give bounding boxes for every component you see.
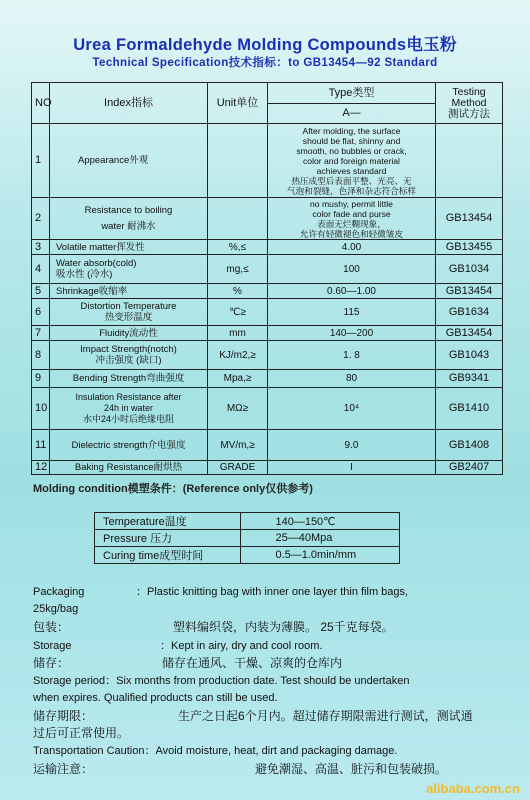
page-title: Urea Formaldehyde Molding Compounds电玉粉 <box>73 36 457 54</box>
table-row <box>32 430 503 461</box>
row-value-line: should be flat, shinny and <box>302 135 401 146</box>
row-index <box>50 430 208 461</box>
table-row <box>32 198 503 240</box>
row-index <box>50 370 208 388</box>
row-value-line: 0.60—1.00 <box>327 285 376 297</box>
row-no: 7 <box>32 326 50 341</box>
row-index <box>50 198 208 240</box>
row-value <box>268 341 436 370</box>
row-value <box>268 284 436 299</box>
row-std: GB13454 <box>436 284 503 299</box>
row-no: 8 <box>32 341 50 370</box>
page-subtitle: Technical Specification技术指标：to GB13454—92 Standard <box>92 57 438 69</box>
row-value <box>268 461 436 475</box>
header-unit: Unit单位 <box>208 83 268 124</box>
row-value <box>268 388 436 430</box>
header-method-line: Testing <box>452 85 486 98</box>
packaging-text-2: 25kg/bag <box>33 603 79 615</box>
row-value-line: 10⁴ <box>343 403 360 414</box>
row-value-line: achieves standard <box>316 165 387 176</box>
row-unit: MΩ≥ <box>208 388 268 430</box>
row-std: GB2407 <box>436 461 503 475</box>
row-index <box>50 240 208 255</box>
row-unit: % <box>208 284 268 299</box>
storage-period-cn-label: 储存期限： <box>33 709 94 723</box>
row-unit: GRADE <box>208 461 268 475</box>
row-index-line: 吸水性 (冷水) <box>56 269 113 280</box>
row-no: 12 <box>32 461 50 475</box>
header-method-line: 测试方法 <box>448 107 490 120</box>
row-index-line: Appearance外观 <box>78 155 149 166</box>
row-no: 3 <box>32 240 50 255</box>
row-value <box>268 326 436 341</box>
row-value-line: 表面无烂糊现象， <box>317 218 386 229</box>
row-value-line: 9.0 <box>344 439 359 451</box>
row-value <box>268 299 436 326</box>
row-value-line: 140—200 <box>329 327 374 339</box>
molding-row <box>95 547 400 564</box>
row-value <box>268 198 436 240</box>
row-std: GB1408 <box>436 430 503 461</box>
packaging-cn: 塑料编织袋，内装为薄膜。 25千克每袋。 <box>173 620 394 634</box>
row-value-line: 热压成型后表面平整、光亮、无 <box>291 175 412 186</box>
row-value-line: 4.00 <box>341 241 362 253</box>
storage-label: Storage <box>33 640 72 652</box>
row-unit: %,≤ <box>208 240 268 255</box>
row-index-line: Bending Strength弯曲强度 <box>72 373 185 384</box>
spec-table-container <box>31 82 502 475</box>
storage-period-cn-1: 生产之日起6个月内。超过储存期限需进行测试，测试通 <box>178 709 473 723</box>
packaging-label: Packaging <box>33 586 85 598</box>
row-index-line: 热变形温度 <box>104 312 153 323</box>
row-std: GB1034 <box>436 255 503 284</box>
molding-row <box>95 530 400 547</box>
row-index <box>50 341 208 370</box>
row-value <box>268 240 436 255</box>
row-value-line: 80 <box>345 373 358 384</box>
row-std: GB13454 <box>436 198 503 240</box>
molding-label: Temperature温度 <box>95 513 241 530</box>
row-index-line: Insulation Resistance after <box>75 392 182 402</box>
table-row <box>32 341 503 370</box>
table-row <box>32 255 503 284</box>
table-row <box>32 299 503 326</box>
row-unit: Mpa,≥ <box>208 370 268 388</box>
header-method-line: Method <box>451 96 487 109</box>
row-no: 6 <box>32 299 50 326</box>
storage-period-cn-2: 过后可正常使用。 <box>33 726 130 740</box>
row-no: 4 <box>32 255 50 284</box>
storage-cn: 储存在通风、干燥、凉爽的仓库内 <box>162 656 343 670</box>
table-row <box>32 370 503 388</box>
table-row <box>32 240 503 255</box>
table-row <box>32 284 503 299</box>
row-value-line: I <box>350 462 353 473</box>
storage-text: ：Kept in airy, dry and cool room. <box>160 640 323 652</box>
row-value-line: 100 <box>343 263 360 275</box>
row-index-line: Dielectric strength介电强度 <box>71 439 186 451</box>
row-value-line: After molding, the surface <box>302 125 401 136</box>
row-unit <box>208 198 268 240</box>
row-no: 11 <box>32 430 50 461</box>
row-value-line: color fade and purse <box>312 208 391 219</box>
row-index <box>50 461 208 475</box>
spec-table <box>31 82 503 475</box>
header-method <box>436 83 503 124</box>
molding-heading: Molding condition模塑条件：(Reference only仅供参考) <box>33 483 313 495</box>
row-std <box>436 124 503 198</box>
row-index-line: Fluidity流动性 <box>99 327 158 339</box>
row-index-line: 冲击强度 (缺口) <box>95 355 162 366</box>
row-unit: mg,≤ <box>208 255 268 284</box>
row-index-line: Baking Resistance耐烘热 <box>74 462 183 473</box>
header-type-sub: A— <box>268 104 436 124</box>
molding-label: Pressure 压力 <box>95 530 241 547</box>
row-index-line: Distortion Temperature <box>80 301 177 312</box>
row-index-line: Resistance to boiling <box>84 204 173 216</box>
row-std: GB13454 <box>436 326 503 341</box>
row-index-line: Shrinkage收缩率 <box>56 285 128 297</box>
row-index-line: water 耐沸水 <box>101 220 156 232</box>
row-index <box>50 284 208 299</box>
molding-value: 140—150℃ <box>241 513 400 530</box>
row-index-line: Impact Strength(notch) <box>80 344 177 355</box>
row-value-line: smooth, no bubbles or crack, <box>296 145 407 156</box>
row-index-line: 24h in water <box>103 403 154 413</box>
table-row <box>32 124 503 198</box>
table-row <box>32 388 503 430</box>
watermark-logo: alibaba.com.cn <box>426 781 520 796</box>
row-value-line: 气泡和裂缝，色泽和杂志符合标样 <box>287 185 416 196</box>
transport-caution: Transportation Caution：Avoid moisture, heat, dirt and packaging damage. <box>33 745 398 757</box>
packaging-cn-label: 包装： <box>33 620 70 634</box>
transport-cn-label: 运输注意： <box>33 762 94 776</box>
row-std: GB1634 <box>436 299 503 326</box>
storage-cn-label: 储存： <box>33 656 70 670</box>
row-index <box>50 124 208 198</box>
row-value-line: 允许有轻微褪色和轻微皱皮 <box>299 228 404 239</box>
row-unit: mm <box>208 326 268 341</box>
row-no: 9 <box>32 370 50 388</box>
row-index <box>50 388 208 430</box>
header-no: NO <box>32 83 50 124</box>
row-std: GB9341 <box>436 370 503 388</box>
row-unit <box>208 124 268 198</box>
row-std: GB1410 <box>436 388 503 430</box>
row-value-line: 1. 8 <box>343 349 360 361</box>
row-value-line: no mushy, permit little <box>310 198 393 209</box>
row-value <box>268 255 436 284</box>
storage-period-line-2: when expires. Qualified products can still be used. <box>33 692 278 704</box>
packaging-text: ：Plastic knitting bag with inner one layer thin film bags, <box>136 586 409 598</box>
row-value-line: 115 <box>343 306 360 318</box>
storage-period-line-1: Storage period：Six months from production date. Test should be undertaken <box>33 675 410 687</box>
row-no: 10 <box>32 388 50 430</box>
row-unit: MV/m,≥ <box>208 430 268 461</box>
row-unit: ℃≥ <box>208 299 268 326</box>
header-index: Index指标 <box>50 83 208 124</box>
row-std: GB13455 <box>436 240 503 255</box>
row-index-line: 水中24小时后绝缘电阻 <box>82 414 174 424</box>
row-std: GB1043 <box>436 341 503 370</box>
row-value-line: color and foreign material <box>303 155 400 166</box>
row-value <box>268 124 436 198</box>
molding-value: 0.5—1.0min/mm <box>241 547 400 564</box>
row-index <box>50 299 208 326</box>
molding-value: 25—40Mpa <box>241 530 400 547</box>
table-row <box>32 461 503 475</box>
row-no: 2 <box>32 198 50 240</box>
row-value <box>268 370 436 388</box>
row-no: 5 <box>32 284 50 299</box>
molding-label: Curing time成型时间 <box>95 547 241 564</box>
transport-cn: 避免潮湿、高温、脏污和包装破损。 <box>255 762 448 776</box>
row-value <box>268 430 436 461</box>
molding-row <box>95 513 400 530</box>
header-type: Type类型 <box>268 83 436 104</box>
row-index <box>50 255 208 284</box>
row-index-line: Water absorb(cold) <box>56 258 137 269</box>
row-no: 1 <box>32 124 50 198</box>
molding-table <box>94 512 400 564</box>
row-index <box>50 326 208 341</box>
table-row <box>32 326 503 341</box>
row-index-line: Volatile matter挥发性 <box>56 241 145 253</box>
row-unit: KJ/m2,≥ <box>208 341 268 370</box>
